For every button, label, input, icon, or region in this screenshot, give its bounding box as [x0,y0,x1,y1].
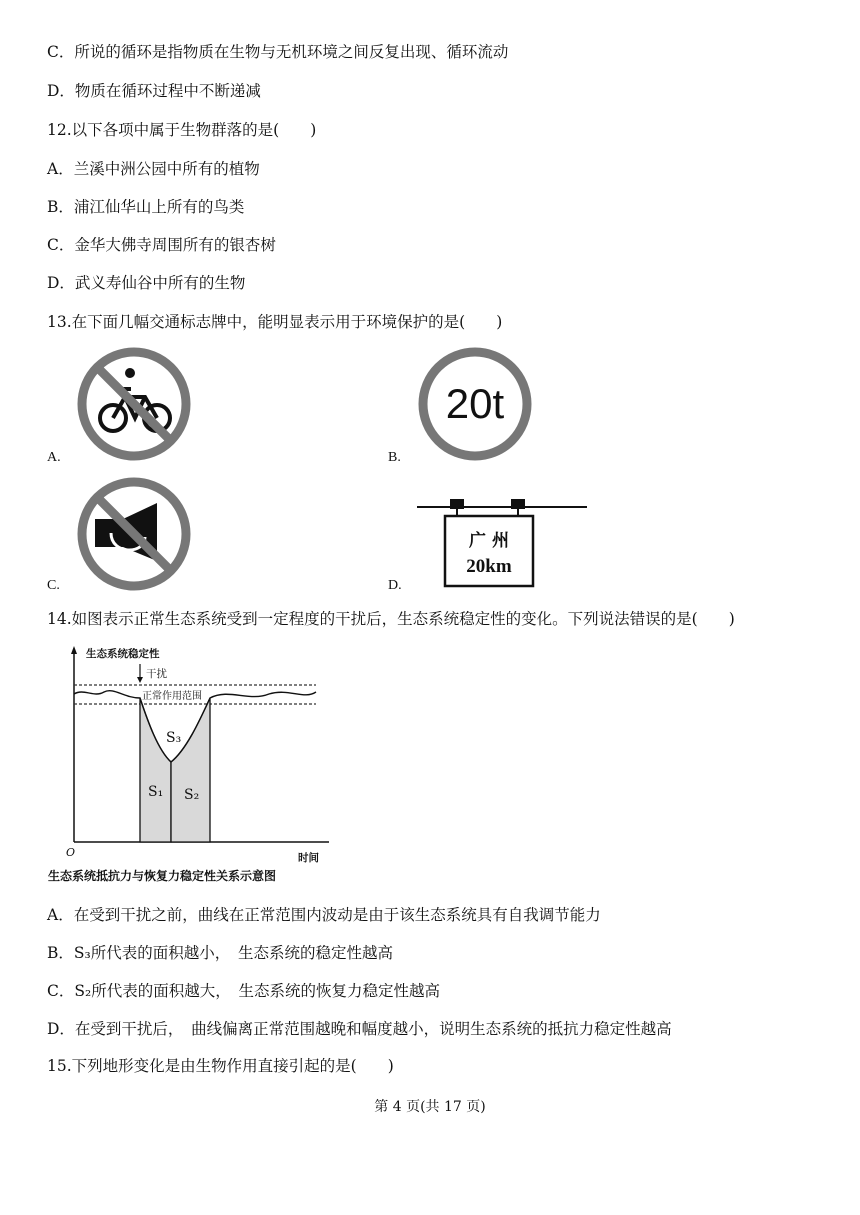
direction-sign-distance: 20km [466,556,512,577]
question-15: 15.下列地形变化是由生物作用直接引起的是( ) [47,1057,394,1075]
figure-disturb-label: 干扰 [146,668,167,680]
no-horn-sign [75,475,193,597]
weight-limit-text: 20t [445,380,505,427]
q12-option-b: B．浦江仙华山上所有的鸟类 [47,198,245,216]
figure-s3-label: S₃ [166,730,182,746]
sign-d-label: D. [388,578,402,593]
weight-limit-sign [416,345,534,467]
q12-option-c: C．金华大佛寺周围所有的银杏树 [47,236,276,254]
figure-xlabel: 时间 [298,852,319,864]
q12-option-a: A．兰溪中洲公园中所有的植物 [47,160,260,178]
figure-ylabel: 生态系统稳定性 [86,648,160,660]
sign-b-label: B. [388,450,401,465]
figure-origin-label: O [66,846,76,859]
line-option-d-prev: D．物质在循环过程中不断递减 [47,82,261,100]
figure-normal-range-label: 正常作用范围 [142,691,202,702]
figure-caption: 生态系统抵抗力与恢复力稳定性关系示意图 [48,869,277,883]
question-12: 12.以下各项中属于生物群落的是( ) [47,121,317,139]
question-13: 13.在下面几幅交通标志牌中，能明显表示用于环境保护的是( ) [47,313,503,331]
figure-s2-label: S₂ [184,787,200,803]
q14-option-c: C．S₂所代表的面积越大， 生态系统的恢复力稳定性越高 [47,982,440,1000]
stability-figure [44,642,344,891]
no-bicycle-sign [75,345,193,467]
q12-option-d: D．武义寿仙谷中所有的生物 [47,274,246,292]
q14-option-a: A．在受到干扰之前，曲线在正常范围内波动是由于该生态系统具有自我调节能力 [47,906,601,924]
sign-a-label: A. [47,450,61,465]
question-14: 14.如图表示正常生态系统受到一定程度的干扰后，生态系统稳定性的变化。下列说法错误的是( ) [47,610,735,628]
sign-c-label: C. [47,578,60,593]
line-option-c-prev: C．所说的循环是指物质在生物与无机环境之间反复出现、循环流动 [47,43,509,61]
direction-sign-city: 广 州 [469,531,509,551]
page-footer: 第 4 页(共 17 页) [374,1099,486,1115]
q14-option-d: D．在受到干扰后， 曲线偏离正常范围越晚和幅度越小，说明生态系统的抵抗力稳定性越高 [47,1020,672,1038]
q14-option-b: B．S₃所代表的面积越小， 生态系统的稳定性越高 [47,944,393,962]
direction-sign [415,494,590,593]
figure-s1-label: S₁ [148,784,164,800]
